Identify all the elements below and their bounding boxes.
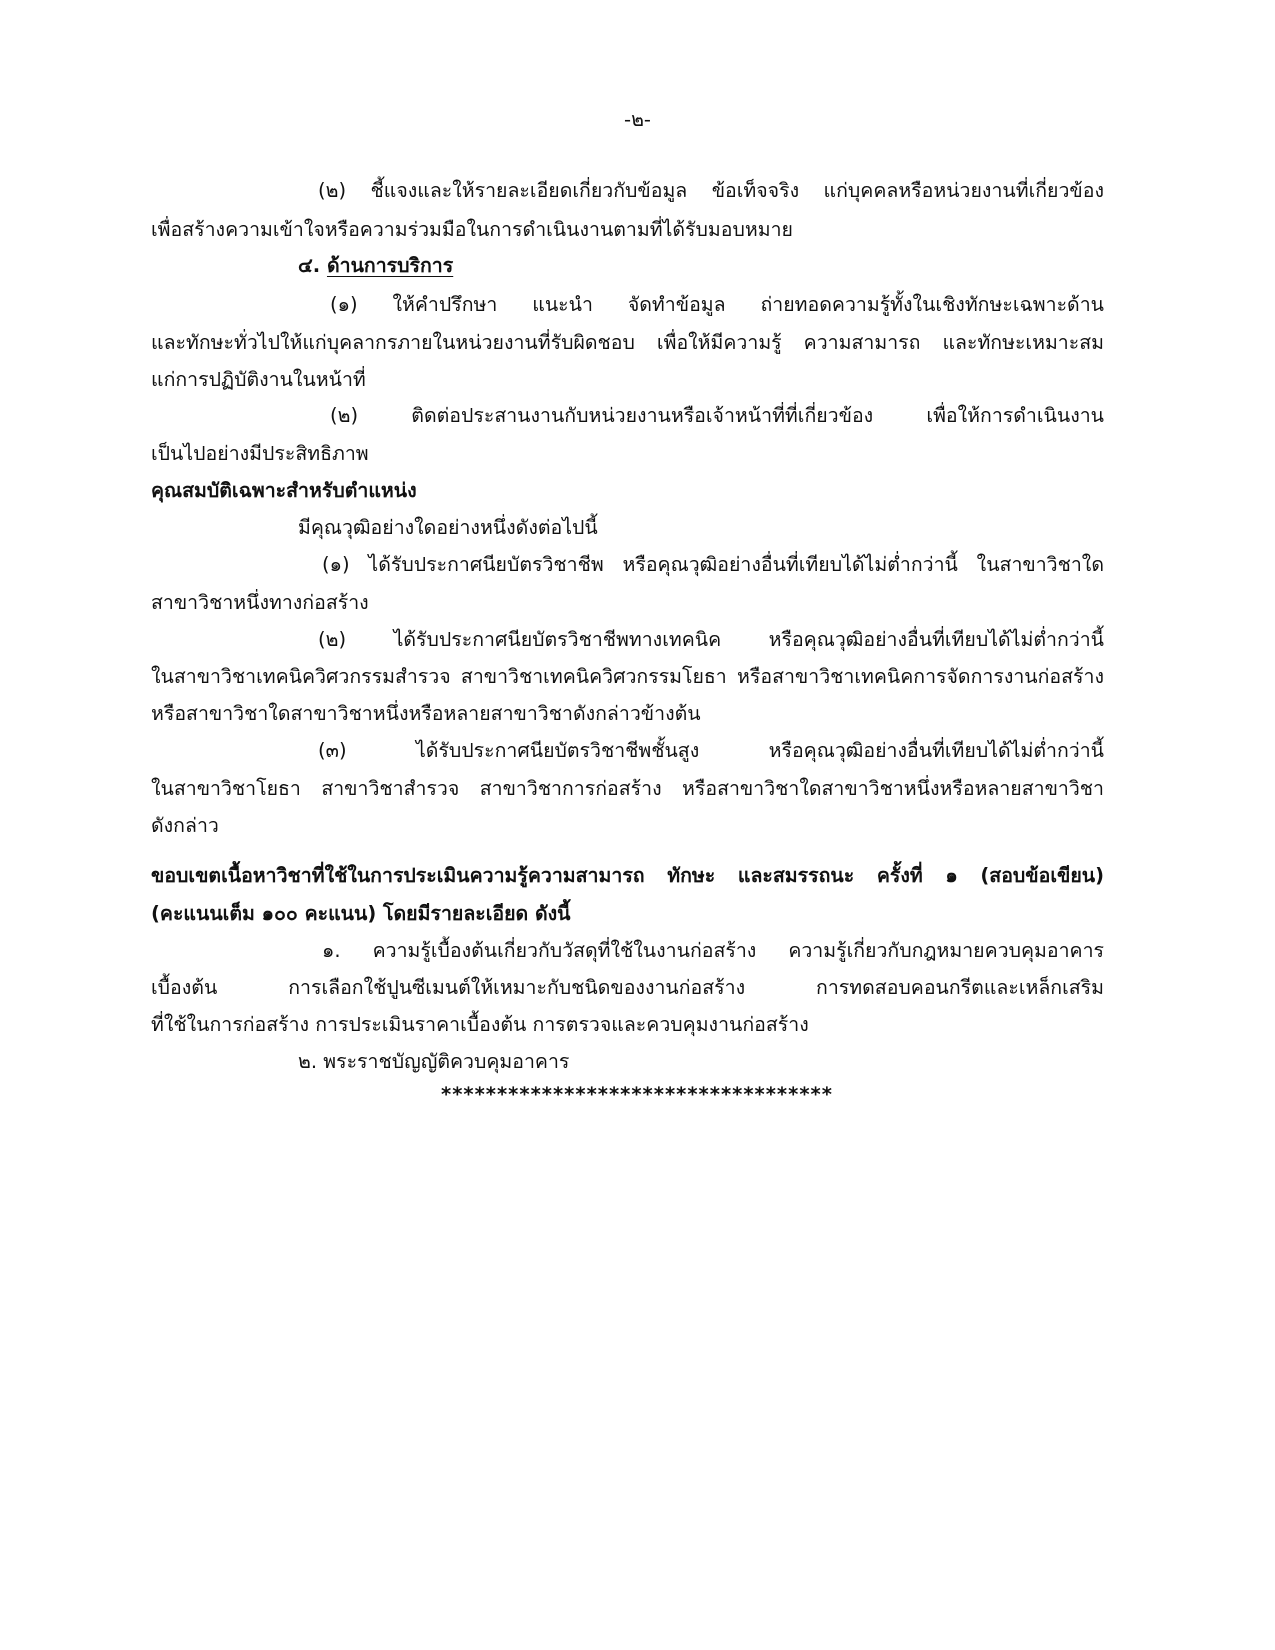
- qual-item2-line1: (๒) ได้รับประกาศนียบัตรวิชาชีพทางเทคนิค หรือคุณวุฒิอย่างอื่นที่เทียบได้ไม่ต่ำกว่านี้: [318, 628, 1104, 651]
- qualifications-intro: มีคุณวุฒิอย่างใดอย่างหนึ่งดังต่อไปนี้: [298, 516, 598, 539]
- scope-heading-line1: ขอบเขตเนื้อหาวิชาที่ใช้ในการประเมินความรู้ความสามารถ ทักษะ และสมรรถนะ ครั้งที่ ๑ (สอบข้อเขียน): [151, 864, 1104, 887]
- s3-item2-line1: (๒) ชี้แจงและให้รายละเอียดเกี่ยวกับข้อมูล ข้อเท็จจริง แก่บุคคลหรือหน่วยงานที่เกี่ยวข้อง: [318, 179, 1104, 202]
- scope-item1-line2: เบื้องต้น การเลือกใช้ปูนซีเมนต์ให้เหมาะกับชนิดของงานก่อสร้าง การทดสอบคอนกรีตและเหล็กเสริม: [151, 976, 1104, 999]
- qual-item2-line3: หรือสาขาวิชาใดสาขาวิชาหนึ่งหรือหลายสาขาวิชาดังกล่าวข้างต้น: [151, 702, 701, 725]
- section4-heading: [298, 256, 453, 276]
- qual-item3-line2: ในสาขาวิชาโยธา สาขาวิชาสำรวจ สาขาวิชาการก่อสร้าง หรือสาขาวิชาใดสาขาวิชาหนึ่งหรือหลายสาขาวิชา: [151, 777, 1104, 800]
- qual-item2-line2: ในสาขาวิชาเทคนิควิศวกรรมสำรวจ สาขาวิชาเทคนิควิศวกรรมโยธา หรือสาขาวิชาเทคนิคการจัดการงานก่อสร้าง: [151, 665, 1104, 688]
- section4-title: ด้านการบริการ: [326, 254, 454, 277]
- s3-item2-line2: เพื่อสร้างความเข้าใจหรือความร่วมมือในการดำเนินงานตามที่ได้รับมอบหมาย: [151, 218, 793, 241]
- qual-item1-line1: (๑) ได้รับประกาศนียบัตรวิชาชีพ หรือคุณวุฒิอย่างอื่นที่เทียบได้ไม่ต่ำกว่านี้ ในสาขาวิชาใด: [322, 553, 1104, 576]
- qual-item3-line3: ดังกล่าว: [151, 814, 219, 837]
- s4-item2-line2: เป็นไปอย่างมีประสิทธิภาพ: [151, 442, 369, 465]
- section4-number: ๔.: [298, 254, 321, 277]
- s4-item1-line3: แก่การปฏิบัติงานในหน้าที่: [151, 368, 366, 391]
- scope-item1-line1: ๑. ความรู้เบื้องต้นเกี่ยวกับวัสดุที่ใช้ในงานก่อสร้าง ความรู้เกี่ยวกับกฎหมายควบคุมอาคาร: [322, 939, 1104, 962]
- scope-heading-line2: (คะแนนเต็ม ๑๐๐ คะแนน) โดยมีรายละเอียด ดังนี้: [151, 902, 571, 925]
- s4-item1-line2: และทักษะทั่วไปให้แก่บุคลากรภายในหน่วยงานที่รับผิดชอบ เพื่อให้มีความรู้ ความสามารถ และทักษะเหมาะสม: [151, 331, 1104, 354]
- s4-item2-line1: (๒) ติดต่อประสานงานกับหน่วยงานหรือเจ้าหน้าที่ที่เกี่ยวข้อง เพื่อให้การดำเนินงาน: [330, 404, 1104, 427]
- scope-item2: ๒. พระราชบัญญัติควบคุมอาคาร: [298, 1050, 570, 1073]
- qual-item3-line1: (๓) ได้รับประกาศนียบัตรวิชาชีพชั้นสูง หรือคุณวุฒิอย่างอื่นที่เทียบได้ไม่ต่ำกว่านี้: [318, 739, 1104, 762]
- qualifications-heading: คุณสมบัติเฉพาะสำหรับตำแหน่ง: [151, 479, 417, 502]
- end-mark: ***********************************: [441, 1083, 833, 1106]
- s4-item1-line1: (๑) ให้คำปรึกษา แนะนำ จัดทำข้อมูล ถ่ายทอดความรู้ทั้งในเชิงทักษะเฉพาะด้าน: [330, 293, 1104, 316]
- scope-item1-line3: ที่ใช้ในการก่อสร้าง การประเมินราคาเบื้องต้น การตรวจและควบคุมงานก่อสร้าง: [151, 1013, 809, 1036]
- qual-item1-line2: สาขาวิชาหนึ่งทางก่อสร้าง: [151, 591, 369, 614]
- page-number: -๒-: [624, 108, 651, 131]
